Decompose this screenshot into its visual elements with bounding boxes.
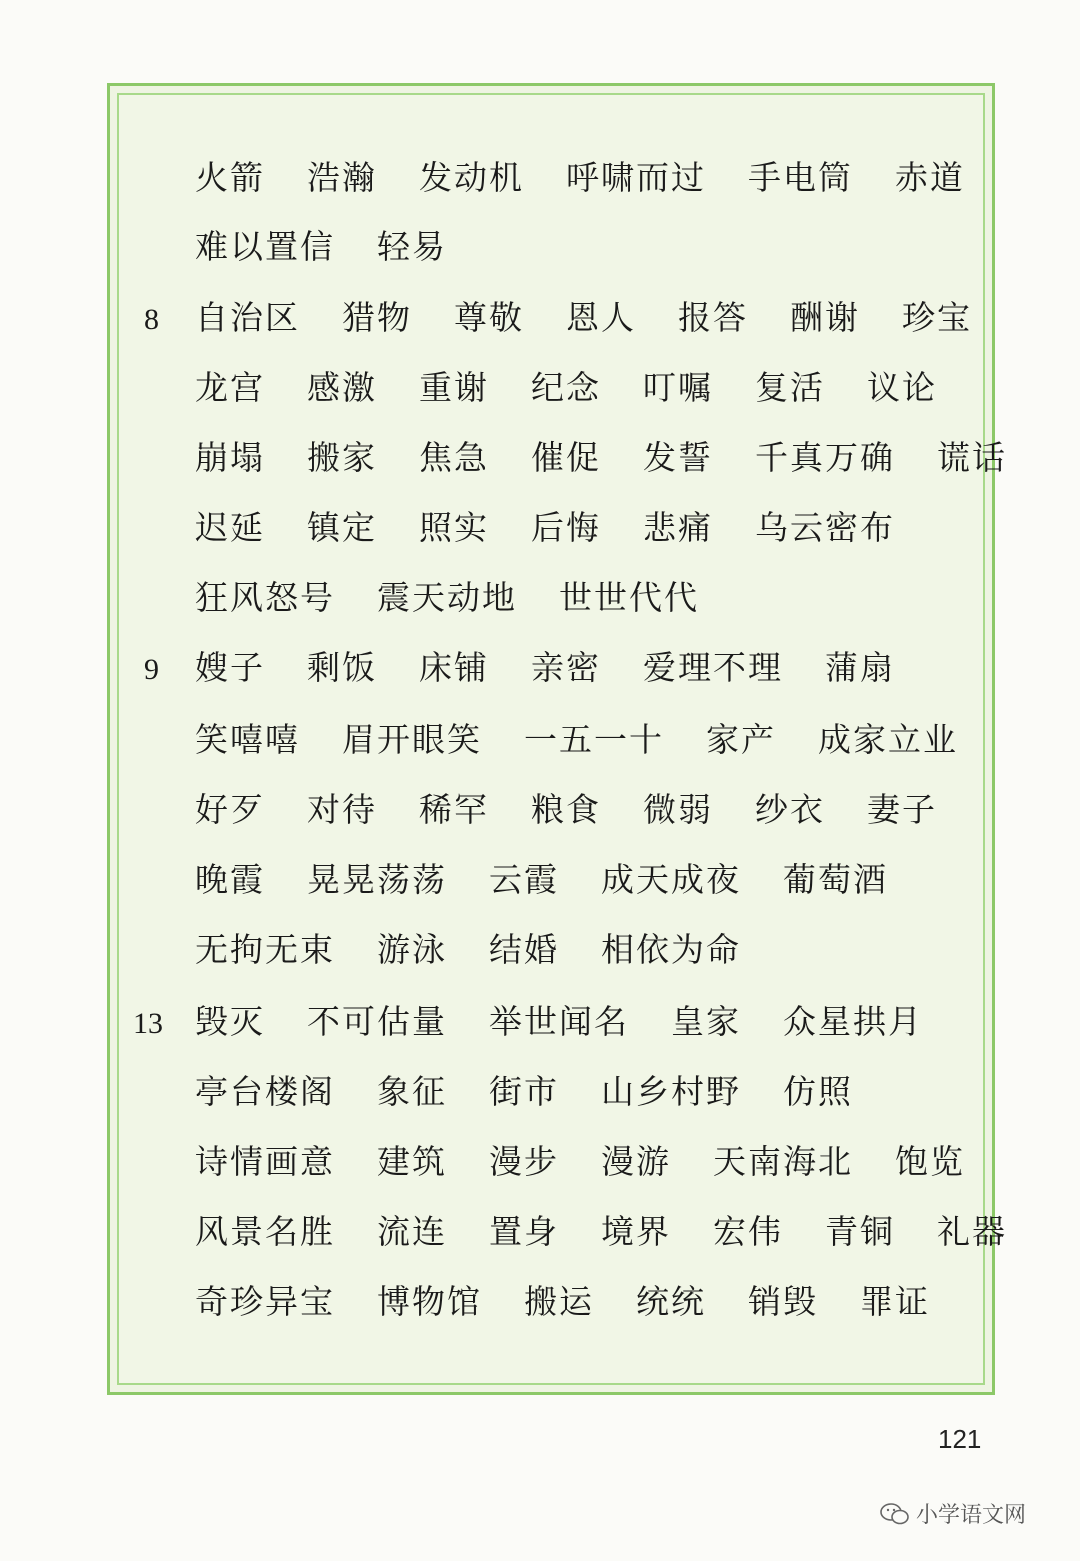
vocab-word: 妻子 <box>867 790 937 829</box>
vocab-word: 眉开眼笑 <box>342 720 482 759</box>
vocab-word: 销毁 <box>748 1282 818 1321</box>
vocab-word: 举世闻名 <box>489 1002 629 1041</box>
vocab-word: 皇家 <box>671 1002 741 1041</box>
vocab-word: 重谢 <box>419 368 489 407</box>
vocab-word: 催促 <box>531 438 601 477</box>
vocab-word: 蒲扇 <box>825 648 895 687</box>
vocab-word: 奇珍异宝 <box>195 1282 335 1321</box>
vocab-word: 云霞 <box>489 860 559 899</box>
vocab-word: 崩塌 <box>195 438 265 477</box>
vocab-word: 自治区 <box>195 298 300 337</box>
vocab-word: 毁灭 <box>195 1002 265 1041</box>
vocab-word: 礼器 <box>937 1212 1007 1251</box>
vocab-word: 后悔 <box>531 508 601 547</box>
vocab-word: 笑嘻嘻 <box>195 720 300 759</box>
vocab-word: 山乡村野 <box>601 1072 741 1111</box>
vocab-word: 轻易 <box>377 227 447 266</box>
vocab-word: 镇定 <box>307 508 377 547</box>
vocab-word: 剩饭 <box>307 648 377 687</box>
vocab-word: 报答 <box>678 298 748 337</box>
vocab-word: 成家立业 <box>818 720 958 759</box>
page-number: 121 <box>938 1424 982 1454</box>
vocab-word: 亲密 <box>531 648 601 687</box>
vocab-word: 火箭 <box>195 158 265 197</box>
vocab-word: 尊敬 <box>454 298 524 337</box>
vocab-word: 珍宝 <box>902 298 972 337</box>
vocab-word: 晚霞 <box>195 860 265 899</box>
vocab-word: 照实 <box>419 508 489 547</box>
vocab-word: 博物馆 <box>377 1282 482 1321</box>
vocab-word: 稀罕 <box>419 790 489 829</box>
vocab-word: 嫂子 <box>195 648 265 687</box>
vocab-word: 焦急 <box>419 438 489 477</box>
vocab-word: 葡萄酒 <box>783 860 888 899</box>
vocab-word: 手电筒 <box>748 158 853 197</box>
vocab-word: 天南海北 <box>713 1142 853 1181</box>
vocab-word: 搬家 <box>307 438 377 477</box>
vocab-word: 饱览 <box>895 1142 965 1181</box>
vocab-word: 诗情画意 <box>195 1142 335 1181</box>
vocab-word: 不可估量 <box>307 1002 447 1041</box>
vocab-word: 发誓 <box>643 438 713 477</box>
vocab-word: 建筑 <box>377 1142 447 1181</box>
vocab-word: 叮嘱 <box>643 368 713 407</box>
vocab-word: 悲痛 <box>643 508 713 547</box>
vocab-word: 晃晃荡荡 <box>307 860 447 899</box>
vocab-word: 恩人 <box>566 298 636 337</box>
watermark <box>880 1498 1026 1529</box>
vocab-word: 感激 <box>307 368 377 407</box>
vocab-word: 好歹 <box>195 790 265 829</box>
lesson-number: 13 <box>133 1007 163 1040</box>
vocab-word: 爱理不理 <box>643 648 783 687</box>
vocab-word: 相依为命 <box>601 930 741 969</box>
vocab-word: 震天动地 <box>377 578 517 617</box>
vocab-word: 亭台楼阁 <box>195 1072 335 1111</box>
vocab-word: 青铜 <box>825 1212 895 1251</box>
vocab-word: 浩瀚 <box>307 158 377 197</box>
vocab-word: 漫步 <box>489 1142 559 1181</box>
vocab-word: 粮食 <box>531 790 601 829</box>
vocab-word: 谎话 <box>937 438 1007 477</box>
vocab-word: 流连 <box>377 1212 447 1251</box>
vocab-word: 境界 <box>601 1212 671 1251</box>
vocab-word: 街市 <box>489 1072 559 1111</box>
vocab-word: 世世代代 <box>559 578 699 617</box>
vocab-word: 床铺 <box>419 648 489 687</box>
watermark-text: 小学语文网 <box>916 1503 1027 1528</box>
vocab-word: 风景名胜 <box>195 1212 335 1251</box>
vocab-word: 无拘无束 <box>195 930 335 969</box>
vocab-word: 罪证 <box>860 1282 930 1321</box>
vocab-word: 呼啸而过 <box>566 158 706 197</box>
vocab-word: 置身 <box>489 1212 559 1251</box>
vocab-word: 纪念 <box>531 368 601 407</box>
vocab-word: 众星拱月 <box>783 1002 923 1041</box>
vocab-word: 对待 <box>307 790 377 829</box>
vocab-word: 狂风怒号 <box>195 578 335 617</box>
vocab-word: 乌云密布 <box>755 508 895 547</box>
vocab-word: 搬运 <box>524 1282 594 1321</box>
vocab-word: 议论 <box>867 368 937 407</box>
lesson-number: 9 <box>144 653 159 686</box>
vocab-word: 宏伟 <box>713 1212 783 1251</box>
vocab-word: 难以置信 <box>195 227 335 266</box>
vocab-word: 象征 <box>377 1072 447 1111</box>
vocab-word: 迟延 <box>195 508 265 547</box>
vocab-word: 漫游 <box>601 1142 671 1181</box>
vocab-word: 统统 <box>636 1282 706 1321</box>
vocab-word: 赤道 <box>895 158 965 197</box>
vocab-word: 猎物 <box>342 298 412 337</box>
lesson-number: 8 <box>144 303 159 336</box>
vocab-word: 一五一十 <box>524 720 664 759</box>
vocab-word: 家产 <box>706 720 776 759</box>
vocab-word: 微弱 <box>643 790 713 829</box>
vocab-word: 千真万确 <box>755 438 895 477</box>
wechat-icon <box>880 1503 910 1525</box>
vocab-word: 结婚 <box>489 930 559 969</box>
vocab-word: 仿照 <box>783 1072 853 1111</box>
vocab-word: 复活 <box>755 368 825 407</box>
vocab-word: 成天成夜 <box>601 860 741 899</box>
vocab-word: 游泳 <box>377 930 447 969</box>
vocab-word: 纱衣 <box>755 790 825 829</box>
vocab-word: 龙宫 <box>195 368 265 407</box>
vocab-word: 酬谢 <box>790 298 860 337</box>
vocab-word: 发动机 <box>419 158 524 197</box>
